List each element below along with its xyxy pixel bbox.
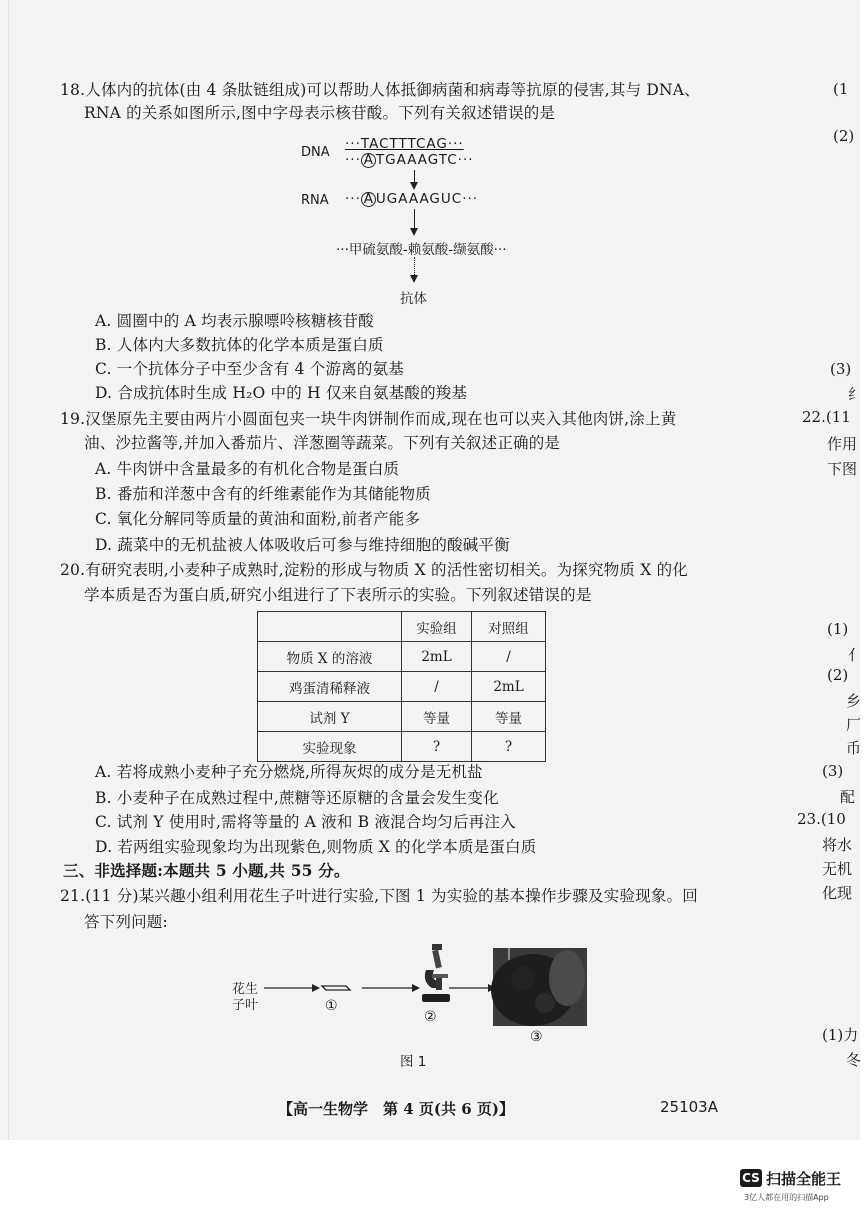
peanut-label-1: 花生 <box>232 982 259 997</box>
q20-option-b: B. 小麦种子在成熟过程中,蔗糖等还原糖的含量会发生变化 <box>95 789 499 807</box>
dna-rest: TGAAAGTC··· <box>375 152 474 168</box>
table-row <box>258 702 546 732</box>
table-cell: 2mL <box>472 672 546 702</box>
q18-stem-line2: RNA 的关系如图所示,图中字母表示核苷酸。下列有关叙述错误的是 <box>84 104 556 122</box>
q19-option-a: A. 牛肉饼中含量最多的有机化合物是蛋白质 <box>95 460 400 478</box>
q21-stem-line2: 答下列问题: <box>84 913 168 931</box>
q18-option-b: B. 人体内大多数抗体的化学本质是蛋白质 <box>95 336 384 354</box>
peanut-label-2: 子叶 <box>232 998 259 1013</box>
table-row <box>258 612 546 642</box>
table-row <box>258 672 546 702</box>
margin-frag: 下图 <box>827 460 858 478</box>
q18-option-a: A. 圆圈中的 A 均表示腺嘌呤核糖核苷酸 <box>95 312 374 330</box>
table-cell: 2mL <box>402 642 472 672</box>
paper-code: 25103A <box>660 1098 718 1116</box>
dna-prefix: ··· <box>345 152 361 168</box>
margin-frag: 厂 <box>846 716 862 734</box>
table-cell: 物质 X 的溶液 <box>258 642 402 672</box>
step2-label: ② <box>424 1009 437 1025</box>
step1-label: ① <box>325 998 338 1014</box>
step3-label: ③ <box>530 1029 543 1045</box>
margin-frag: (2) <box>833 127 855 145</box>
q18-stem-line1: 18.人体内的抗体(由 4 条肽链组成)可以帮助人体抵御病菌和病毒等抗原的侵害,其与 DNA、 <box>60 81 700 99</box>
rna-rest: UGAAAGUC··· <box>375 191 479 207</box>
margin-frag: 化现 <box>822 884 853 902</box>
table-cell: ? <box>402 732 472 762</box>
section-heading: 三、非选择题:本题共 5 小题,共 55 分。 <box>63 861 350 880</box>
margin-frag: 亻 <box>848 646 863 664</box>
margin-frag: (2) <box>827 666 849 684</box>
q20-experiment-table <box>257 611 546 762</box>
margin-frag: 冬 <box>846 1051 862 1069</box>
slide-icon <box>322 986 350 990</box>
margin-frag: (1)力 <box>822 1026 859 1044</box>
q21-stem-line1: 21.(11 分)某兴趣小组利用花生子叶进行实验,下图 1 为实验的基本操作步骤及实验现象。回 <box>60 887 698 905</box>
dna-strand-bottom <box>345 152 474 168</box>
q18-option-d: D. 合成抗体时生成 H₂O 中的 H 仅来自氨基酸的羧基 <box>95 384 468 402</box>
table-cell: ? <box>472 732 546 762</box>
table-row <box>258 732 546 762</box>
margin-frag: 作用 <box>827 435 858 453</box>
antibody-label: 抗体 <box>400 291 427 307</box>
table-cell: 鸡蛋清稀释液 <box>258 672 402 702</box>
table-cell: 实验现象 <box>258 732 402 762</box>
margin-frag: (3) <box>822 762 844 780</box>
dna-circled-nucleotide: A <box>361 153 376 168</box>
q19-option-d: D. 蔬菜中的无机盐被人体吸收后可参与维持细胞的酸碱平衡 <box>95 536 510 554</box>
margin-frag: 乡 <box>846 692 862 710</box>
scanner-app-name: 扫描全能王 <box>766 1170 842 1188</box>
table-header-cell: 对照组 <box>472 612 546 642</box>
rna-strand <box>345 191 478 207</box>
arrow-peptide-antibody <box>414 257 415 281</box>
arrow-rna-peptide <box>414 209 415 234</box>
q19-stem-line1: 19.汉堡原先主要由两片小圆面包夹一块牛肉饼制作而成,现在也可以夹入其他肉饼,涂上黄 <box>60 410 677 428</box>
rna-circled-nucleotide: A <box>361 192 376 207</box>
stained-section-image <box>493 948 587 1026</box>
table-cell: / <box>472 642 546 672</box>
q20-stem-line1: 20.有研究表明,小麦种子成熟时,淀粉的形成与物质 X 的活性密切相关。为探究物质 X 的化 <box>60 561 688 579</box>
q20-option-a: A. 若将成熟小麦种子充分燃烧,所得灰烬的成分是无机盐 <box>95 763 483 781</box>
q19-option-b: B. 番茄和洋葱中含有的纤维素能作为其储能物质 <box>95 485 431 503</box>
peptide-chain: ···甲硫氨酸-赖氨酸-缬氨酸··· <box>336 242 507 258</box>
table-row <box>258 642 546 672</box>
q19-stem-line2: 油、沙拉酱等,并加入番茄片、洋葱圈等蔬菜。下列有关叙述正确的是 <box>84 434 561 452</box>
q19-option-c: C. 氧化分解同等质量的黄油和面粉,前者产能多 <box>95 510 421 528</box>
q20-option-c: C. 试剂 Y 使用时,需将等量的 A 液和 B 液混合均匀后再注入 <box>95 813 516 831</box>
margin-frag: (1) <box>827 620 849 638</box>
table-cell: 等量 <box>472 702 546 732</box>
margin-frag: 22.(11 <box>802 408 851 426</box>
margin-frag: (3) <box>830 360 852 378</box>
q21-figure-arrows <box>262 980 512 1025</box>
q20-option-d: D. 若两组实验现象均为出现紫色,则物质 X 的化学本质是蛋白质 <box>95 838 537 856</box>
margin-frag: 币 <box>846 739 862 757</box>
camscanner-logo: CS <box>740 1169 762 1187</box>
rna-label: RNA <box>301 193 329 208</box>
dna-strand-top: ···TACTTTCAG··· <box>345 136 464 152</box>
scanner-tagline: 3亿人都在用的扫描App <box>744 1193 829 1202</box>
margin-frag: (1 <box>833 80 849 98</box>
q20-stem-line2: 学本质是否为蛋白质,研究小组进行了下表所示的实验。下列叙述错误的是 <box>84 586 592 604</box>
table-cell: / <box>402 672 472 702</box>
margin-frag: 纟 <box>848 385 863 403</box>
table-cell: 试剂 Y <box>258 702 402 732</box>
margin-frag: 无机 <box>822 860 853 878</box>
figure-caption: 图 1 <box>400 1054 427 1070</box>
arrow-dna-rna <box>414 170 415 188</box>
rna-prefix: ··· <box>345 191 361 207</box>
table-cell <box>258 612 402 642</box>
margin-frag: 配 <box>840 788 856 806</box>
dna-label: DNA <box>301 145 330 160</box>
margin-frag: 23.(10 <box>797 810 846 828</box>
table-header-cell: 实验组 <box>402 612 472 642</box>
q18-option-c: C. 一个抗体分子中至少含有 4 个游离的氨基 <box>95 360 404 378</box>
margin-frag: 将水 <box>822 836 853 854</box>
table-cell: 等量 <box>402 702 472 732</box>
microscope-icon <box>418 942 454 1008</box>
page-footer: 【高一生物学 第 4 页(共 6 页)】 <box>278 1100 514 1118</box>
